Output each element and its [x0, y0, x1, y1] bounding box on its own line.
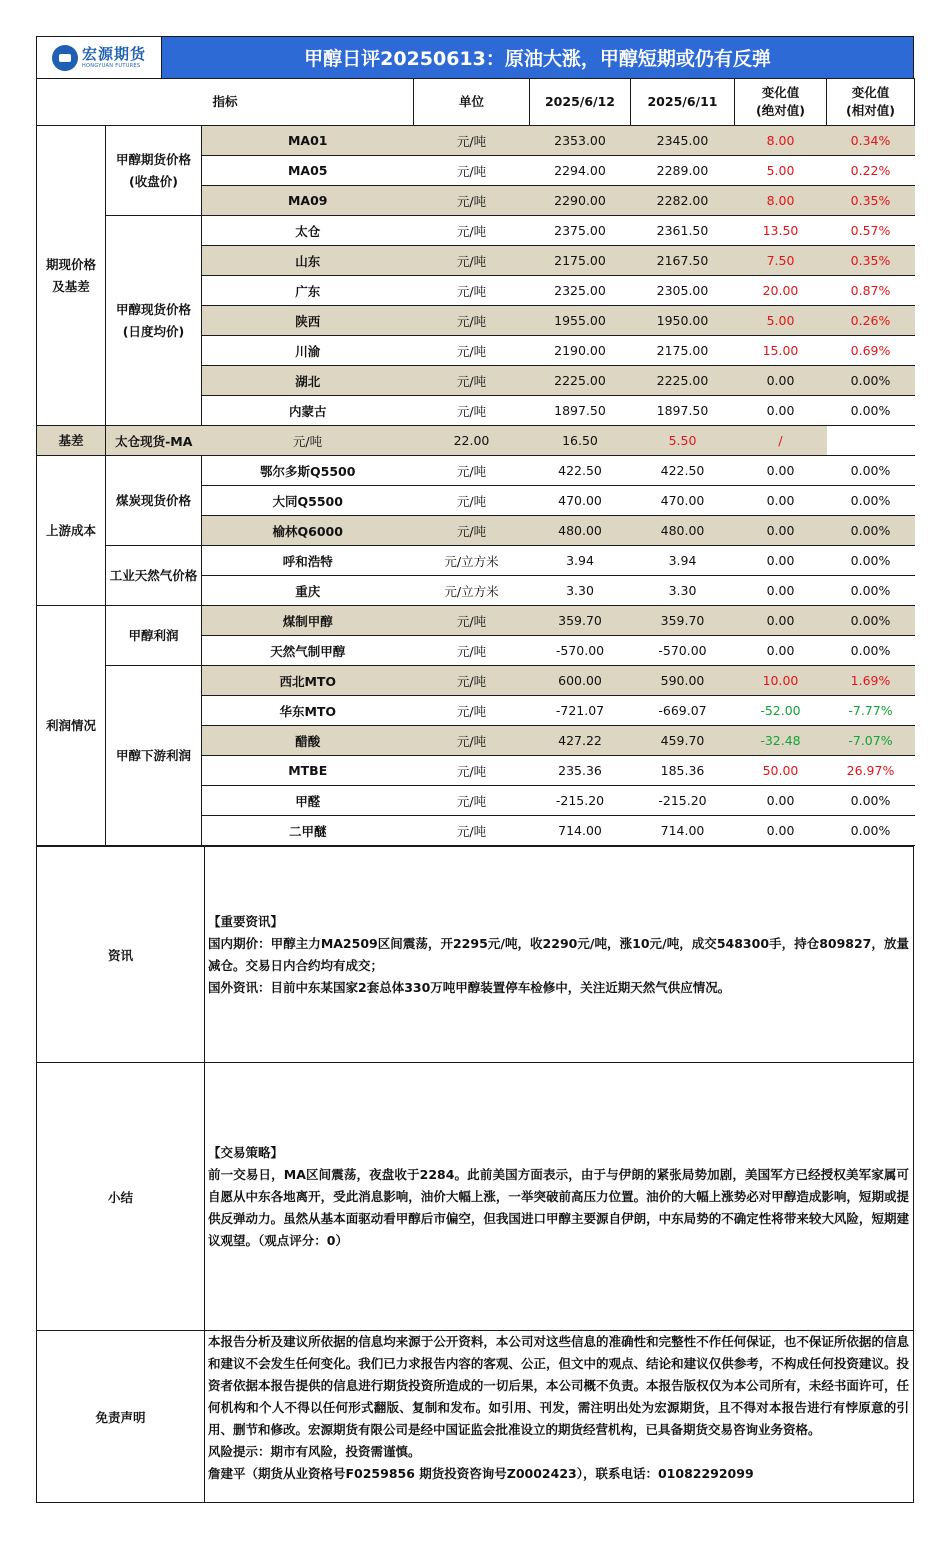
unit-cell: 元/吨: [414, 756, 530, 786]
value-date2: 3.30: [631, 576, 735, 606]
notes-table: [36, 846, 914, 1503]
table-row: [37, 126, 915, 156]
subgroup-basis: 基差: [37, 426, 106, 456]
rel-change: 0.00%: [827, 486, 915, 516]
abs-change: -32.48: [735, 726, 827, 756]
table-row: [37, 426, 915, 456]
value-date1: 2353.00: [530, 126, 631, 156]
value-date2: 590.00: [631, 666, 735, 696]
unit-cell: 元/吨: [414, 486, 530, 516]
unit-cell: 元/吨: [414, 186, 530, 216]
unit-cell: 元/吨: [414, 246, 530, 276]
summary-label: 小结: [37, 1063, 205, 1331]
rel-change: -7.07%: [827, 726, 915, 756]
col-header-date2: 2025/6/11: [631, 79, 735, 126]
header-row: [37, 79, 915, 126]
value-date2: 2289.00: [631, 156, 735, 186]
indicator-name: 醋酸: [202, 726, 414, 756]
indicator-name: 呼和浩特: [202, 546, 414, 576]
value-date2: 1897.50: [631, 396, 735, 426]
rel-change: 0.87%: [827, 276, 915, 306]
rel-change: 0.35%: [827, 186, 915, 216]
rel-change: -7.77%: [827, 696, 915, 726]
news-foreign: 国外资讯：目前中东某国家2套总体330万吨甲醇装置停车检修中，关注近期天然气供应情况。: [208, 979, 731, 995]
news-heading: 【重要资讯】: [208, 913, 284, 929]
unit-cell: 元/吨: [414, 726, 530, 756]
value-date2: 1950.00: [631, 306, 735, 336]
value-date1: 2375.00: [530, 216, 631, 246]
rel-change: 0.00%: [827, 366, 915, 396]
col-header-unit: 单位: [414, 79, 530, 126]
value-date1: 2325.00: [530, 276, 631, 306]
indicator-name: 大同Q5500: [202, 486, 414, 516]
value-date1: 422.50: [530, 456, 631, 486]
indicator-name: 华东MTO: [202, 696, 414, 726]
value-date2: -669.07: [631, 696, 735, 726]
unit-cell: 元/吨: [414, 366, 530, 396]
abs-change: 0.00: [735, 636, 827, 666]
abs-change: 0.00: [735, 366, 827, 396]
value-date2: 3.94: [631, 546, 735, 576]
value-date1: 1897.50: [530, 396, 631, 426]
company-logo: [37, 37, 162, 78]
value-date1: 480.00: [530, 516, 631, 546]
subgroup-coal-price: 煤炭现货价格: [106, 456, 202, 546]
indicator-name: 湖北: [202, 366, 414, 396]
indicator-name: 山东: [202, 246, 414, 276]
rel-change: 0.35%: [827, 246, 915, 276]
news-block: [37, 847, 914, 1063]
report-sheet: [36, 36, 914, 1503]
value-date1: 2290.00: [530, 186, 631, 216]
indicator-name: MA01: [202, 126, 414, 156]
unit-cell: 元/吨: [414, 126, 530, 156]
title-bar: [36, 36, 914, 78]
rel-change: 0.34%: [827, 126, 915, 156]
abs-change: 5.50: [631, 426, 735, 456]
value-date2: 2175.00: [631, 336, 735, 366]
indicator-name: 内蒙古: [202, 396, 414, 426]
value-date2: 2345.00: [631, 126, 735, 156]
abs-change: -52.00: [735, 696, 827, 726]
risk-warning: 风险提示：期市有风险，投资需谨慎。: [208, 1444, 421, 1459]
abs-change: 7.50: [735, 246, 827, 276]
indicator-name: 西北MTO: [202, 666, 414, 696]
value-date1: -721.07: [530, 696, 631, 726]
value-date2: 2305.00: [631, 276, 735, 306]
value-date2: 2282.00: [631, 186, 735, 216]
table-row: [37, 546, 915, 576]
value-date2: 2361.50: [631, 216, 735, 246]
value-date1: 2294.00: [530, 156, 631, 186]
abs-change: 0.00: [735, 576, 827, 606]
value-date1: 470.00: [530, 486, 631, 516]
subgroup-downstream-profit: 甲醇下游利润: [106, 666, 202, 846]
indicator-name: 甲醛: [202, 786, 414, 816]
unit-cell: 元/吨: [414, 156, 530, 186]
abs-change: 0.00: [735, 456, 827, 486]
analyst-contact: 詹建平（期货从业资格号F0259856 期货投资咨询号Z0002423），联系电话：01082292099: [208, 1466, 754, 1481]
indicator-name: 重庆: [202, 576, 414, 606]
value-date1: 3.30: [530, 576, 631, 606]
indicator-name: MA05: [202, 156, 414, 186]
rel-change: 0.00%: [827, 636, 915, 666]
value-date2: 2225.00: [631, 366, 735, 396]
unit-cell: 元/吨: [202, 426, 414, 456]
abs-change: 8.00: [735, 126, 827, 156]
rel-change: 0.00%: [827, 456, 915, 486]
abs-change: 50.00: [735, 756, 827, 786]
unit-cell: 元/吨: [414, 606, 530, 636]
table-row: [37, 456, 915, 486]
indicator-name: 广东: [202, 276, 414, 306]
logo-name-en: HONGYUAN FUTURES: [81, 62, 141, 69]
disclaimer-label: 免责声明: [37, 1331, 205, 1503]
summary-heading: 【交易策略】: [208, 1144, 284, 1160]
indicator-name: 川渝: [202, 336, 414, 366]
unit-cell: 元/吨: [414, 516, 530, 546]
value-date1: -570.00: [530, 636, 631, 666]
value-date1: 1955.00: [530, 306, 631, 336]
unit-cell: 元/吨: [414, 786, 530, 816]
rel-change: 0.00%: [827, 516, 915, 546]
value-date1: 235.36: [530, 756, 631, 786]
value-date1: 22.00: [414, 426, 530, 456]
abs-change: 0.00: [735, 816, 827, 846]
news-label: 资讯: [37, 847, 205, 1063]
rel-change: 26.97%: [827, 756, 915, 786]
group-profit: 利润情况: [37, 606, 106, 846]
value-date1: 2190.00: [530, 336, 631, 366]
rel-change: 0.00%: [827, 816, 915, 846]
rel-change: 1.69%: [827, 666, 915, 696]
rel-change: /: [735, 426, 827, 456]
indicator-table: [36, 78, 915, 846]
value-date2: 422.50: [631, 456, 735, 486]
col-header-indicator: 指标: [37, 79, 414, 126]
subgroup-spot-price: 甲醇现货价格 (日度均价): [106, 216, 202, 426]
group-price-basis: 期现价格 及基差: [37, 126, 106, 426]
subgroup-futures-price: 甲醇期货价格 (收盘价): [106, 126, 202, 216]
abs-change: 0.00: [735, 396, 827, 426]
indicator-name: 天然气制甲醇: [202, 636, 414, 666]
unit-cell: 元/吨: [414, 216, 530, 246]
abs-change: 15.00: [735, 336, 827, 366]
abs-change: 20.00: [735, 276, 827, 306]
indicator-name: 鄂尔多斯Q5500: [202, 456, 414, 486]
value-date2: 2167.50: [631, 246, 735, 276]
rel-change: 0.57%: [827, 216, 915, 246]
col-header-date1: 2025/6/12: [530, 79, 631, 126]
rel-change: 0.26%: [827, 306, 915, 336]
unit-cell: 元/吨: [414, 456, 530, 486]
unit-cell: 元/立方米: [414, 546, 530, 576]
abs-change: 10.00: [735, 666, 827, 696]
unit-cell: 元/吨: [414, 696, 530, 726]
rel-change: 0.00%: [827, 786, 915, 816]
rel-change: 0.22%: [827, 156, 915, 186]
abs-change: 0.00: [735, 516, 827, 546]
indicator-name: MA09: [202, 186, 414, 216]
abs-change: 0.00: [735, 606, 827, 636]
abs-change: 5.00: [735, 306, 827, 336]
disclaimer-content: [205, 1331, 914, 1503]
disclaimer-text: 本报告分析及建议所依据的信息均来源于公开资料，本公司对这些信息的准确性和完整性不作任何保证，也不保证所依据的信息和建议不会发生任何变化。我们已力求报告内容的客观、公正，但文中的观点、结论和建议仅供参考，不构成任何投资建议。投资者依据本报告提供的信息进行期货投资所造成的一切后果，本公司概不负责。本报告版权仅为本公司所有，未经书面许可，任何机构和个人不得以任何形式翻版、复制和发布。如引用、刊发，需注明出处为宏源期货，且不得对本报告进行有悖原意的引用、删节和修改。宏源期货有限公司是经中国证监会批准设立的期货经营机构，已具备期货交易咨询业务资格。: [208, 1334, 909, 1437]
unit-cell: 元/立方米: [414, 576, 530, 606]
abs-change: 5.00: [735, 156, 827, 186]
indicator-name: 煤制甲醇: [202, 606, 414, 636]
logo-name-cn: 宏源期货: [81, 44, 146, 63]
abs-change: 8.00: [735, 186, 827, 216]
unit-cell: 元/吨: [414, 666, 530, 696]
disclaimer-block: [37, 1331, 914, 1503]
rel-change: 0.00%: [827, 546, 915, 576]
value-date1: -215.20: [530, 786, 631, 816]
rel-change: 0.69%: [827, 336, 915, 366]
value-date1: 714.00: [530, 816, 631, 846]
unit-cell: 元/吨: [414, 306, 530, 336]
unit-cell: 元/吨: [414, 636, 530, 666]
col-header-abs-change: 变化值 (绝对值): [735, 79, 827, 126]
col-header-rel-change: 变化值 (相对值): [827, 79, 915, 126]
value-date1: 2175.00: [530, 246, 631, 276]
summary-text: 前一交易日，MA区间震荡，夜盘收于2284。此前美国方面表示，由于与伊朗的紧张局势加剧，美国军方已经授权美军家属可自愿从中东各地离开，受此消息影响，油价大幅上涨，一举突破前高压力位置。油价的大幅上涨势必对甲醇造成影响，短期或提供反弹动力。虽然从基本面驱动看甲醇后市偏空，但我国进口甲醇主要源自伊朗，中东局势的不确定性将带来较大风险，短期建议观望。（观点评分：0）: [208, 1166, 909, 1248]
abs-change: 0.00: [735, 486, 827, 516]
indicator-name: 太仓: [202, 216, 414, 246]
rel-change: 0.00%: [827, 606, 915, 636]
indicator-name: 陕西: [202, 306, 414, 336]
unit-cell: 元/吨: [414, 276, 530, 306]
unit-cell: 元/吨: [414, 396, 530, 426]
value-date2: -215.20: [631, 786, 735, 816]
value-date2: 714.00: [631, 816, 735, 846]
unit-cell: 元/吨: [414, 816, 530, 846]
report-title: 甲醇日评20250613：原油大涨，甲醇短期或仍有反弹: [162, 37, 913, 78]
indicator-name: MTBE: [202, 756, 414, 786]
summary-content: [205, 1063, 914, 1331]
value-date1: 359.70: [530, 606, 631, 636]
indicator-name: 榆林Q6000: [202, 516, 414, 546]
table-row: [37, 216, 915, 246]
table-row: [37, 666, 915, 696]
value-date2: 16.50: [530, 426, 631, 456]
abs-change: 13.50: [735, 216, 827, 246]
indicator-name: 太仓现货-MA: [106, 426, 202, 456]
value-date2: -570.00: [631, 636, 735, 666]
value-date2: 185.36: [631, 756, 735, 786]
indicator-name: 二甲醚: [202, 816, 414, 846]
value-date2: 470.00: [631, 486, 735, 516]
value-date1: 600.00: [530, 666, 631, 696]
news-domestic: 国内期价：甲醇主力MA2509区间震荡，开2295元/吨，收2290元/吨，涨10元/吨，成交548300手，持仓809827，放量减仓。交易日内合约均有成交；: [208, 935, 909, 973]
value-date1: 427.22: [530, 726, 631, 756]
summary-block: [37, 1063, 914, 1331]
table-row: [37, 606, 915, 636]
value-date1: 2225.00: [530, 366, 631, 396]
abs-change: 0.00: [735, 546, 827, 576]
value-date2: 459.70: [631, 726, 735, 756]
value-date2: 480.00: [631, 516, 735, 546]
subgroup-methanol-profit: 甲醇利润: [106, 606, 202, 666]
news-content: [205, 847, 914, 1063]
value-date1: 3.94: [530, 546, 631, 576]
subgroup-gas-price: 工业天然气价格: [106, 546, 202, 606]
rel-change: 0.00%: [827, 396, 915, 426]
logo-icon: [52, 45, 78, 71]
group-upstream-cost: 上游成本: [37, 456, 106, 606]
unit-cell: 元/吨: [414, 336, 530, 366]
value-date2: 359.70: [631, 606, 735, 636]
rel-change: 0.00%: [827, 576, 915, 606]
abs-change: 0.00: [735, 786, 827, 816]
